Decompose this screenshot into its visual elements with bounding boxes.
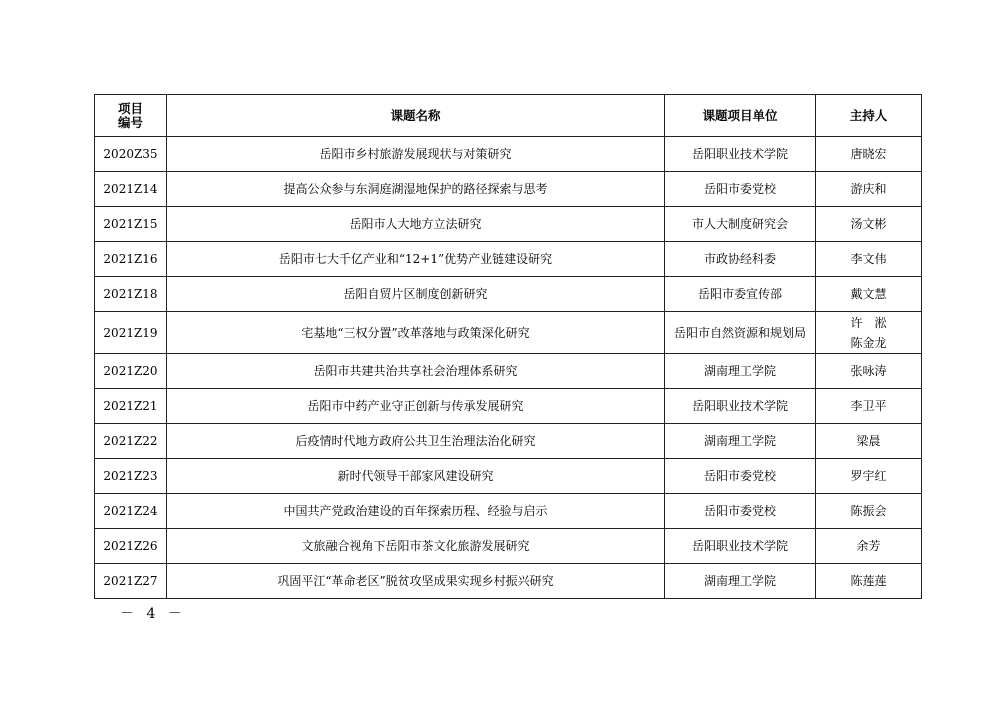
table-row	[95, 242, 922, 277]
cell-project-host	[816, 172, 922, 207]
cell-project-unit: 岳阳市委宣传部	[665, 277, 816, 312]
host-name: 余芳	[856, 539, 881, 553]
cell-project-id: 2021Z23	[95, 459, 167, 494]
cell-project-title: 文旅融合视角下岳阳市茶文化旅游发展研究	[167, 529, 665, 564]
cell-project-unit: 岳阳职业技术学院	[665, 529, 816, 564]
cell-project-host	[816, 424, 922, 459]
cell-project-unit: 岳阳市委党校	[665, 459, 816, 494]
cell-project-unit: 岳阳市委党校	[665, 494, 816, 529]
cell-project-title: 岳阳市七大千亿产业和“12+1”优势产业链建设研究	[167, 242, 665, 277]
cell-project-title: 提高公众参与东洞庭湖湿地保护的路径探索与思考	[167, 172, 665, 207]
table-row	[95, 424, 922, 459]
cell-project-id: 2021Z27	[95, 564, 167, 599]
cell-project-title: 岳阳自贸片区制度创新研究	[167, 277, 665, 312]
host-name: 汤文彬	[850, 217, 887, 231]
host-name: 张咏涛	[850, 364, 887, 378]
cell-project-host	[816, 277, 922, 312]
table-row	[95, 277, 922, 312]
cell-project-unit: 岳阳职业技术学院	[665, 137, 816, 172]
cell-project-title: 宅基地“三权分置”改革落地与政策深化研究	[167, 312, 665, 354]
cell-project-host	[816, 459, 922, 494]
cell-project-title: 岳阳市人大地方立法研究	[167, 207, 665, 242]
table-row	[95, 172, 922, 207]
cell-project-title: 后疫情时代地方政府公共卫生治理法治化研究	[167, 424, 665, 459]
cell-project-host	[816, 354, 922, 389]
table-row	[95, 389, 922, 424]
host-name: 游庆和	[850, 182, 887, 196]
table-header-row	[95, 95, 922, 137]
header-project-unit: 课题项目单位	[665, 95, 816, 137]
cell-project-title: 巩固平江“革命老区”脱贫攻坚成果实现乡村振兴研究	[167, 564, 665, 599]
cell-project-host	[816, 312, 922, 354]
cell-project-title: 新时代领导干部家风建设研究	[167, 459, 665, 494]
cell-project-unit: 岳阳职业技术学院	[665, 389, 816, 424]
host-name: 陈莲莲	[850, 574, 887, 588]
table-row	[95, 529, 922, 564]
cell-project-unit: 湖南理工学院	[665, 564, 816, 599]
header-project-host: 主持人	[816, 95, 922, 137]
cell-project-unit: 市人大制度研究会	[665, 207, 816, 242]
table-row	[95, 459, 922, 494]
cell-project-title: 岳阳市共建共治共享社会治理体系研究	[167, 354, 665, 389]
cell-project-host	[816, 494, 922, 529]
host-name: 陈振会	[850, 504, 887, 518]
host-name: 罗宇红	[850, 469, 887, 483]
header-project-title: 课题名称	[167, 95, 665, 137]
header-project-id	[95, 95, 167, 137]
host-name: 唐晓宏	[850, 147, 887, 161]
cell-project-id: 2020Z35	[95, 137, 167, 172]
cell-project-id: 2021Z21	[95, 389, 167, 424]
host-name: 陈金龙	[850, 335, 887, 350]
cell-project-unit: 湖南理工学院	[665, 354, 816, 389]
table-body	[95, 137, 922, 599]
cell-project-id: 2021Z24	[95, 494, 167, 529]
cell-project-unit: 湖南理工学院	[665, 424, 816, 459]
cell-project-unit: 岳阳市委党校	[665, 172, 816, 207]
cell-project-id: 2021Z14	[95, 172, 167, 207]
cell-project-id: 2021Z26	[95, 529, 167, 564]
cell-project-unit: 市政协经科委	[665, 242, 816, 277]
cell-project-host	[816, 137, 922, 172]
cell-project-title: 岳阳市中药产业守正创新与传承发展研究	[167, 389, 665, 424]
cell-project-id: 2021Z22	[95, 424, 167, 459]
project-table	[94, 94, 922, 599]
cell-project-host	[816, 242, 922, 277]
host-name: 李卫平	[850, 399, 887, 413]
host-name: 梁晨	[856, 434, 881, 448]
table-row	[95, 354, 922, 389]
cell-project-title: 岳阳市乡村旅游发展现状与对策研究	[167, 137, 665, 172]
cell-project-host	[816, 207, 922, 242]
table-row	[95, 207, 922, 242]
table-row	[95, 312, 922, 354]
table-row	[95, 564, 922, 599]
cell-project-id: 2021Z19	[95, 312, 167, 354]
cell-project-id: 2021Z15	[95, 207, 167, 242]
table-row	[95, 494, 922, 529]
cell-project-id: 2021Z18	[95, 277, 167, 312]
cell-project-id: 2021Z20	[95, 354, 167, 389]
header-project-id-line2: 编号	[117, 114, 143, 130]
cell-project-unit: 岳阳市自然资源和规划局	[665, 312, 816, 354]
host-name: 许 淞	[850, 315, 887, 330]
table-row	[95, 137, 922, 172]
host-name: 李文伟	[850, 252, 887, 266]
host-name: 戴文慧	[850, 287, 887, 301]
cell-project-id: 2021Z16	[95, 242, 167, 277]
cell-project-host	[816, 389, 922, 424]
page-number: － 4 －	[120, 606, 186, 622]
cell-project-title: 中国共产党政治建设的百年探索历程、经验与启示	[167, 494, 665, 529]
cell-project-host	[816, 529, 922, 564]
header-project-id-line1: 项目	[117, 100, 143, 116]
cell-project-host	[816, 564, 922, 599]
